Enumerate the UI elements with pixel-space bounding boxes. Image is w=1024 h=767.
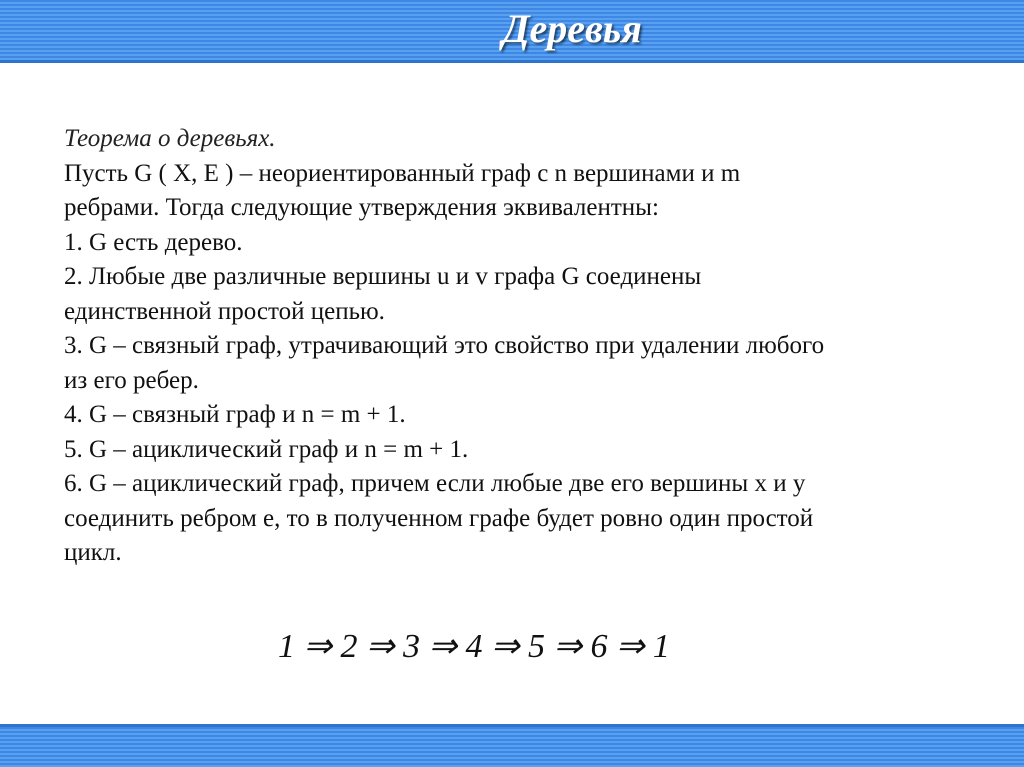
implication-chain: 1 ⇒ 2 ⇒ 3 ⇒ 4 ⇒ 5 ⇒ 6 ⇒ 1 [278, 628, 670, 665]
theorem-line: Пусть G ( X, E ) – неориентированный граф с n вершинами и m [64, 159, 741, 187]
statement-4: 4. G – связный граф и n = m + 1. [64, 401, 406, 428]
theorem-text [64, 122, 964, 571]
statement-3: 3. G – связный граф, утрачивающий это свойство при удалении любого [64, 332, 825, 359]
footer-band [0, 727, 1024, 767]
statement-5: 5. G – ациклический граф и n = m + 1. [64, 435, 469, 463]
statement-2-cont: единственной простой цепью. [64, 297, 385, 325]
statement-6-end: цикл. [64, 539, 122, 566]
statement-1: 1. G есть дерево. [64, 228, 243, 256]
statement-3-cont: из его ребер. [64, 366, 199, 394]
header-border [0, 60, 1024, 63]
statement-2: 2. Любые две различные вершины u и v графа G соединены [64, 263, 702, 290]
statement-6: 6. G – ациклический граф, причем если любые две его вершины x и y [64, 470, 806, 497]
slide-title: Деревья [502, 6, 642, 51]
statement-6-cont: соединить ребром e, то в полученном графе будет ровно один простой [64, 504, 814, 532]
theorem-line: ребрами. Тогда следующие утверждения эквивалентны: [64, 194, 659, 221]
theorem-heading: Теорема о деревьях. [64, 125, 276, 152]
